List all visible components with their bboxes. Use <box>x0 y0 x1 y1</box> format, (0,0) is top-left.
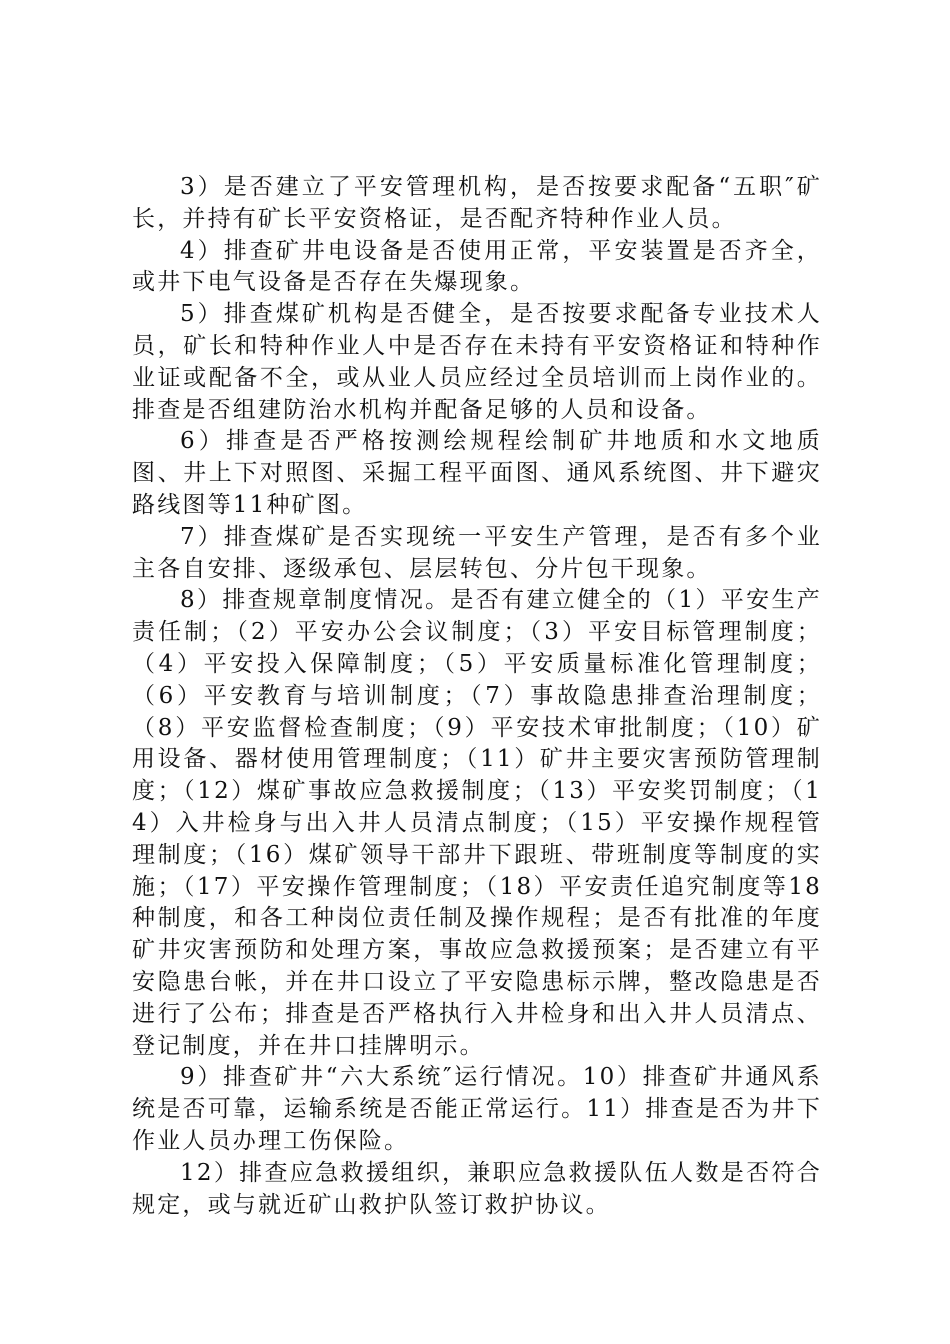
paragraph-item-4: 4）排查矿井电设备是否使用正常，平安装置是否齐全，或井下电气设备是否存在失爆现象。 <box>132 237 822 296</box>
paragraph-item-7: 7）排查煤矿是否实现统一平安生产管理，是否有多个业主各自安排、逐级承包、层层转包、分片包干现象。 <box>132 523 822 582</box>
paragraph-item-3: 3）是否建立了平安管理机构，是否按要求配备“五职″矿长，并持有矿长平安资格证，是否配齐特种作业人员。 <box>132 174 822 232</box>
paragraph-item-8: 8）排查规章制度情况。是否有建立健全的（1）平安生产责任制；（2）平安办公会议制度；（3）平安目标管理制度；（4）平安投入保障制度；（5）平安质量标准化管理制度；（6）平安教育与培训制度；（7）事故隐患排查治理制度；（8）平安监督检查制度；（9）平安技术审批制度；（10）矿用设备、器材使用管理制度；（11）矿井主要灾害预防管理制度；（12）煤矿事故应急救援制度；（13）平安奖罚制度；（14）入井检身与出入井人员清点制度；（15）平安操作规程管理制度；（16）煤矿领导干部井下跟班、带班制度等制度的实施；（17）平安操作管理制度；（18）平安责任追究制度等18种制度，和各工种岗位责任制及操作规程；是否有批准的年度矿井灾害预防和处理方案，事故应急救援预案；是否建立有平安隐患台帐，并在井口设立了平安隐患标示牌，整改隐患是否进行了公布；排查是否严格执行入井检身和出入井人员清点、登记制度，并在井口挂牌明示。 <box>132 587 822 1059</box>
paragraph-item-9-11: 9）排查矿井“六大系统″运行情况。10）排查矿井通风系统是否可靠，运输系统是否能正常运行。11）排查是否为井下作业人员办理工伤保险。 <box>132 1064 822 1154</box>
paragraph-item-12: 12）排查应急救援组织，兼职应急救援队伍人数是否符合规定，或与就近矿山救护队签订救护协议。 <box>132 1159 822 1218</box>
document-body <box>132 172 822 1221</box>
paragraph-item-5: 5）排查煤矿机构是否健全，是否按要求配备专业技术人员，矿长和特种作业人中是否存在未持有平安资格证和特种作业证或配备不全，或从业人员应经过全员培训而上岗作业的。排查是否组建防治水机构并配备足够的人员和设备。 <box>132 301 822 423</box>
paragraph-item-6: 6）排查是否严格按测绘规程绘制矿井地质和水文地质图、井上下对照图、采掘工程平面图、通风系统图、井下避灾路线图等11种矿图。 <box>132 428 822 518</box>
